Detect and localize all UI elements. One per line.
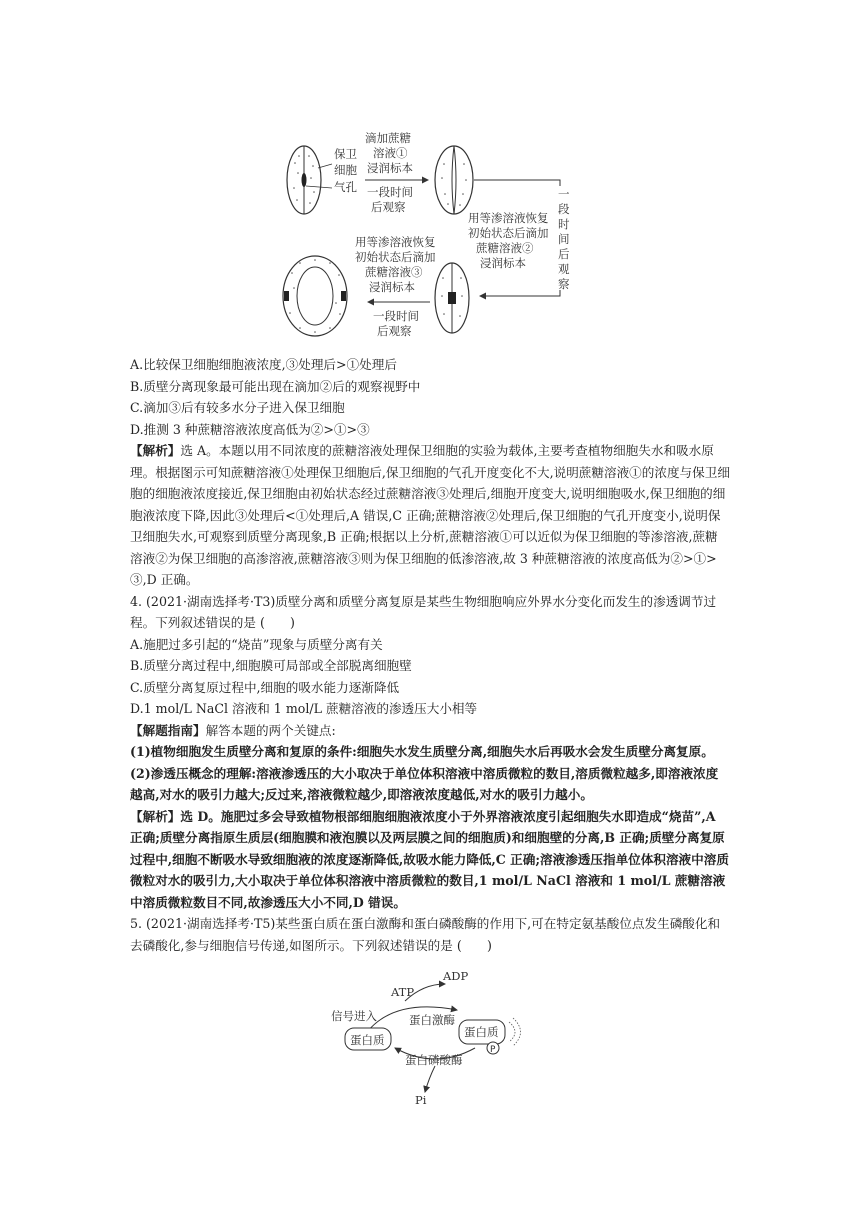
right-text-2: 时 [558,217,570,231]
q5-stem: 5. (2021·湖南选择考·T5)某些蛋白质在蛋白激酶和蛋白磷酸酶的作用下,可在特定氨基酸位点发生磷酸化和去磷酸化,参与细胞信号传递,如图所示。下列叙述错误的是 ( ) [130,916,721,953]
adp-label: ADP [443,969,469,983]
right-text-1: 段 [558,202,570,216]
q4-option-d: D.1 mol/L NaCl 溶液和 1 mol/L 蔗糖溶液的渗透压大小相等 [130,701,478,716]
signal-label: 信号进入 [331,1009,377,1023]
guard-cell-after-solution-1 [435,146,473,214]
label-stoma: 气孔 [334,180,357,194]
step1-line3: 浸润标本 [367,161,413,175]
analysis-tag-2: 【解析】 [130,808,181,824]
guide-intro: 解答本题的两个关键点: [205,722,336,738]
q3-option-d: D.推测 3 种蔗糖溶液浓度高低为②>①>③ [130,421,370,437]
q4-guide-point-1: (1)植物细胞发生质壁分离和复原的条件:细胞失水发生质壁分离,细胞失水后再吸水会发生质壁分离复原。 [130,744,714,759]
q4-guide-point-2: (2)渗透压概念的理解:溶液渗透压的大小取决于单位体积溶液中溶质微粒的数目,溶质微粒越多,即溶液浓度越高,对水的吸引力越大;反过来,溶液微粒越少,即溶液浓度越低,对水的吸引力越小。 [130,765,719,802]
atp-label: ATP [391,985,415,999]
step2-line1: 用等渗溶液恢复 [468,211,549,225]
q3-analysis-text: 选 A。本题以用不同浓度的蔗糖溶液处理保卫细胞的实验为载体,主要考查植物细胞失水和吸水原理。根据图示可知蔗糖溶液①处理保卫细胞后,保卫细胞的气孔开度变化不大,说明蔗糖溶液①的浓度与保卫细胞的细胞液浓度接近,保卫细胞由初始状态经过蔗糖溶液③处理后,细胞开度变大,说明细胞吸水,保卫细胞的细胞液浓度下降,因此③处理后<①处理后,A 错误,C 正确;蔗糖溶液②处理后,保卫细胞的气孔开度变小,说明保卫细胞失水,可观察到质壁分离现象,B 正确;根据以上分析,蔗糖溶液①可以近似为保卫细胞的等渗溶液,蔗糖溶液②为保卫细胞的高渗溶液,蔗糖溶液③则为保卫细胞的低渗溶液,故 3 种蔗糖溶液的浓度高低为②>①>③,D 正确。 [130,443,730,587]
label-guard-cell-2: 细胞 [334,163,357,177]
step3-line4: 浸润标本 [369,280,415,294]
step1-line1: 滴加蔗糖 [365,131,411,145]
guard-cell-after-solution-3 [283,256,347,336]
q3-option-a: A.比较保卫细胞细胞液浓度,③处理后>①处理后 [130,357,397,372]
phosphorylation-diagram [325,968,545,1108]
q3-option-b: B.质壁分离现象最可能出现在滴加②后的观察视野中 [130,378,421,394]
pi-label: Pi [415,1093,427,1107]
kinase-label: 蛋白激酶 [409,1013,455,1027]
analysis-tag: 【解析】 [130,443,181,458]
q3-option-c: C.滴加③后有较多水分子进入保卫细胞 [130,400,345,415]
q4-analysis [130,806,730,914]
phosphate-label: P [490,1045,496,1055]
protein-left-label: 蛋白质 [350,1033,385,1047]
step3-line1: 用等渗溶液恢复 [355,235,436,249]
step3-line3: 蔗糖溶液③ [365,265,423,279]
q4-option-a: A.施肥过多引起的“烧苗”现象与质壁分离有关 [130,636,383,652]
label-guard-cell-1: 保卫 [334,147,357,161]
step1b-line2: 后观察 [371,200,406,214]
guard-cell-after-solution-2 [435,263,469,333]
right-text-5: 观 [558,262,570,276]
pi-arrow [425,1066,435,1092]
step1-line2: 溶液① [373,146,408,160]
step3-line2: 初始状态后滴加 [355,250,436,264]
right-text-6: 察 [558,277,570,291]
q4-analysis-text: 选 D。施肥过多会导致植物根部细胞细胞液浓度小于外界溶液浓度引起细胞失水即造成“烧苗”,A 正确;质壁分离指原生质层(细胞膜和液泡膜以及两层膜之间的细胞质)和细胞壁的分离,B 正确;质壁分离复原过程中,细胞不断吸水导致细胞液的浓度逐渐降低,故吸水能力降低,C 正确;溶液渗透压指单位体积溶液中溶质微粒对水的吸引力,大小取决于单位体积溶液中溶质微粒的数目,1 mol/L NaCl 溶液和 1 mol/L 蔗糖溶液中溶质微粒数目不同,故渗透压大小不同,D 错误。 [130,808,729,910]
right-text-3: 间 [558,232,570,246]
protein-right-label: 蛋白质 [464,1025,499,1039]
q4-option-b: B.质壁分离过程中,细胞膜可局部或全部脱离细胞壁 [130,658,412,673]
phosphatase-label: 蛋白磷酸酶 [405,1053,463,1067]
step2-line2: 初始状态后滴加 [468,226,549,240]
step3b-line2: 后观察 [377,324,412,338]
right-text-4: 后 [558,247,570,261]
step2-line4: 浸润标本 [480,256,526,270]
guard-cell-initial [287,146,321,214]
guard-cell-diagram [270,128,590,342]
q4-option-c: C.质壁分离复原过程中,细胞的吸水能力逐渐降低 [130,679,400,695]
q4-guide [130,720,730,742]
step3b-line1: 一段时间 [373,309,419,323]
right-text-0: 一 [558,187,570,201]
question-3-options [130,354,730,956]
q4-stem: 4. (2021·湖南选择考·T3)质壁分离和质壁分离复原是某些生物细胞响应外界水分变化而发生的渗透调节过程。下列叙述错误的是 ( ) [130,593,717,630]
q3-analysis [130,440,730,591]
guide-tag: 【解题指南】 [130,722,206,738]
step2-line3: 蔗糖溶液② [476,241,534,255]
step1b-line1: 一段时间 [367,185,413,199]
